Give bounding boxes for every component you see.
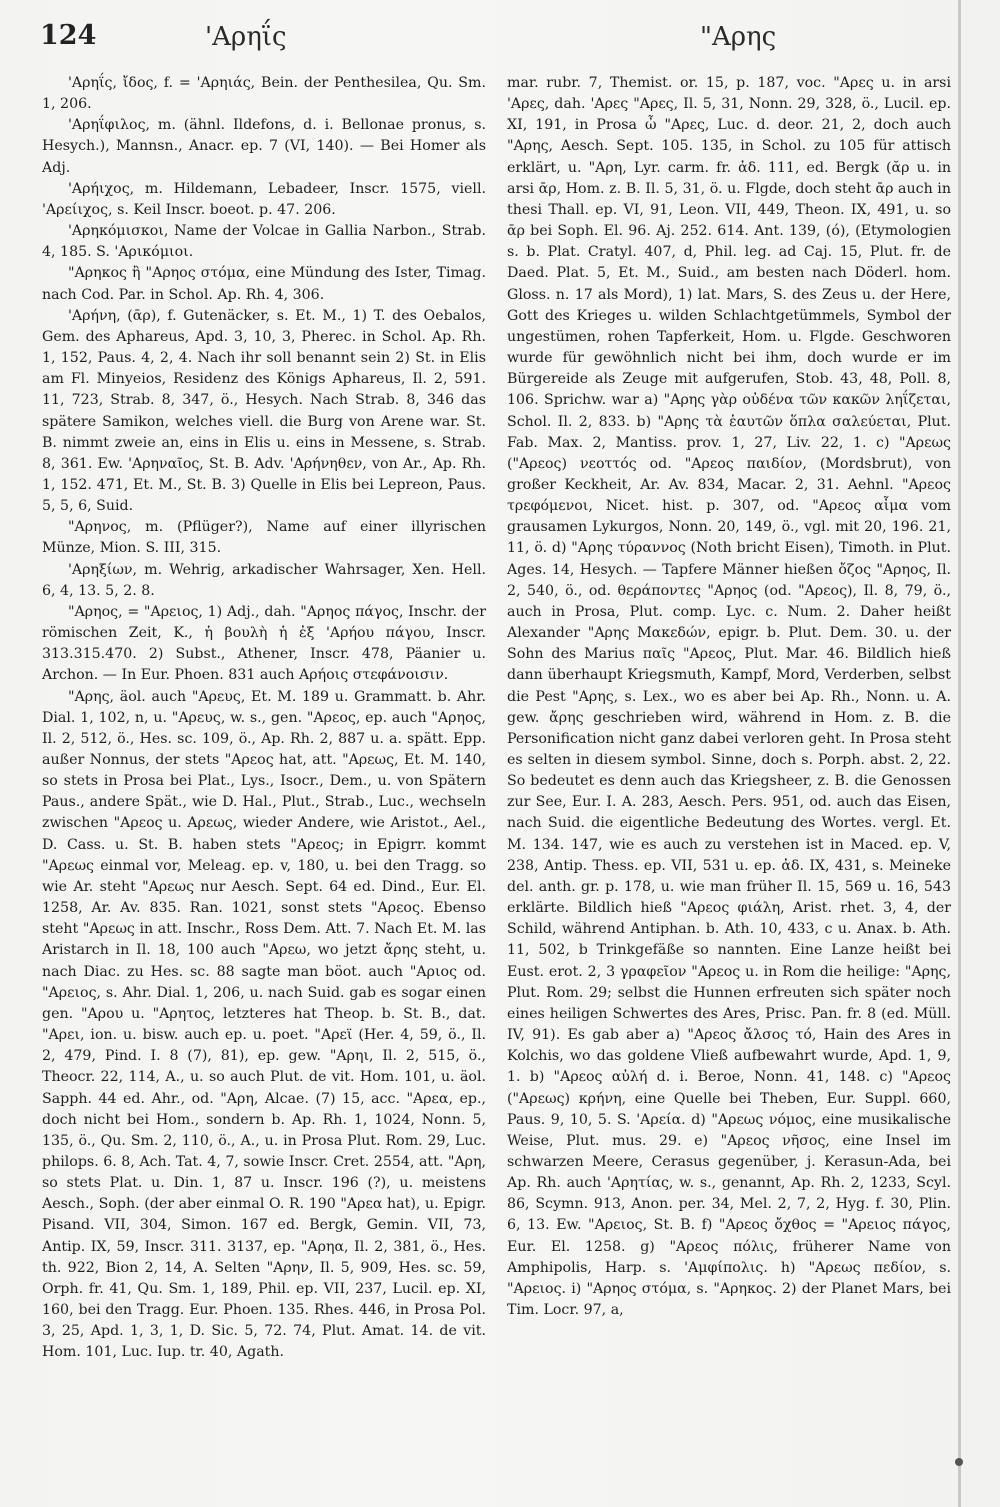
dictionary-entry: 'Αρήνη, (ᾱρ), f. Gutenäcker, s. Et. M., 1) T. des Oebalos, Gem. des Aphareus, Apd. 3, 10, 3, Pherec. in Schol. Ap. Rh. 1, 152, Paus. 4, 2, 4. Nach ihr soll benannt sein 2) St. in Elis am Fl. Minyeios, Residenz des Königs Aphareus, Il. 2, 591. 11, 723, Strab. 8, 347, ö., Hesych. Nach Strab. 8, 346 das spätere Samikon, welches viell. die Burg von Arene war. St. B. nimmt zweie an, eins in Elis u. eins in Messene, s. Strab. 8, 361. Ew. 'Αρηναῖος, St. B. Adv. 'Αρήνηθεν, von Ar., Ap. Rh. 1, 152. 471, Et. M., St. B. 3) Quelle in Elis bei Lepreon, Paus. 5, 5, 6, Suid.: [42, 307, 486, 515]
dictionary-entry: 'Αρήιχος, m. Hildemann, Lebadeer, Inscr. 1575, viell. 'Αρείιχος, s. Keil Inscr. boeot. p. 47. 206.: [42, 180, 486, 218]
dictionary-entry: 'Αρηΐφιλος, m. (ähnl. Ildefons, d. i. Bellonae pronus, s. Hesych.), Mannsn., Anacr. ep. 7 (VI, 140). — Bei Homer als Adj.: [42, 117, 486, 176]
dictionary-entry-continuation: mar. rubr. 7, Themist. or. 15, p. 187, voc. "Αρες u. in arsi 'Αρες, dah. 'Αρες "Αρες, Il. 5, 31, Nonn. 29, 328, ö., Lucil. ep. XI, 191, in Prosa ὦ "Αρες, Luc. d. deor. 21, 2, doch auch "Αρης, Aesch. Sept. 105. 135, in Schol. zu 105 für attisch erklärt, u. "Αρη, Lyr. carm. fr. ἀδ. 111, ed. Bergk (ᾰρ u. in arsi ᾱρ, Hom. z. B. Il. 5, 31, ö. u. Flgde, doch steht ᾱρ auch in thesi Thall. ep. VI, 91, Leon. VII, 449, Theon. IX, 491, u. so ᾱρ bei Soph. El. 96. Aj. 252. 614. Ant. 139, (ό), (Etymologien s. b. Plat. Cratyl. 407, d, Phil. leg. ad Caj. 15, Plut. fr. de Daed. Plat. 5, Et. M., Suid., am besten nach Döderl. hom. Gloss. n. 17 als Mord), 1) lat. Mars, S. des Zeus u. der Here, Gott des Krieges u. wilden Schlachtgetümmels, Symbol der ungestümen, rohen Tapferkeit, Hom. u. Flgde. Geschworen wurde für gewöhnlich nicht bei ihm, doch wurde er im Bürgereide als Zeuge mit aufgerufen, Stob. 43, 48, Poll. 8, 106. Sprichw. war a) "Αρης γὰρ οὐδένα τῶν κακῶν ληΐζεται, Schol. Il. 2, 833. b) "Αρης τὰ ἑαυτῶν ὅπλα σαλεύεται, Plut. Fab. Max. 2, Mantiss. prov. 1, 27, Liv. 22, 1. c) "Αρεως ("Αρεος) νεοττός od. "Αρεος παιδίον, (Mordsbrut), von großer Keckheit, Ar. Av. 834, Macar. 2, 31. Aehnl. "Αρεος τρεφόμενοι, Nicet. hist. p. 307, od. "Αρεος αἷμα vom grausamen Lykurgos, Nonn. 20, 149, ö., vgl. mit 20, 196. 21, 11, ö. d) "Αρης τύραννος (Noth bricht Eisen), Timoth. in Plut. Ages. 14, Hesych. — Tapfere Männer hießen ὄζος "Αρηος, Il. 2, 540, ö., od. θεράποντες "Αρηος (od. "Αρεος), Il. 8, 79, ö., auch in Prosa, Plut. comp. Lyc. c. Num. 2. Daher heißt Alexander "Αρης Μακεδών, epigr. b. Plut. Dem. 30. u. der Sohn des Marius παῖς "Αρεος, Plut. Mar. 46. Bildlich hieß dann überhaupt Kriegsmuth, Kampf, Mord, Verderben, selbst die Pest "Αρης, s. Lex., wo es aber bei Ap. Rh., Nonn. u. A. gew. ἄρης geschrieben wird, während in Hom. z. B. die Personification nicht ganz dabei verloren geht. In Prosa steht es selten in diesem symbol. Sinne, doch s. Porph. abst. 2, 22. So bedeutet es denn auch das Kriegsheer, z. B. die Genossen zur See, Eur. I. A. 283, Aesch. Pers. 951, od. auch das Eisen, nach Suid. die eigentliche Bedeutung des Wortes. vergl. Et. M. 134. 147, wie es auch zu verstehen ist in Maced. ep. V, 238, Antip. Thess. ep. VII, 531 u. ep. ἀδ. IX, 431, s. Meineke del. anth. gr. p. 178, u. wie man früher Il. 15, 569 u. 16, 543 erklärte. Bildlich hieß "Αρεος φιάλη, Arist. rhet. 3, 4, der Schild, während Antiphan. b. Ath. 10, 433, c u. Anax. b. Ath. 11, 502, b Trinkgefäße so nannten. Eine Lanze heißt bei Eust. erot. 2, 3 γραφεῖον "Αρεος u. in Rom die heilige: "Αρης, Plut. Rom. 29; selbst die Hunnen erfreuten sich später noch eines heiligen Schwertes des Ares, Prisc. Pan. fr. 8 (ed. Müll. IV, 91). Es gab aber a) "Αρεος ἄλσος τό, Hain des Ares in Kolchis, wo das goldene Vließ aufbewahrt wurde, Apd. 1, 9, 1. b) "Αρεος αὐλή d. i. Beroe, Nonn. 41, 148. c) "Αρεος ("Αρεως) κρήνη, eine Quelle bei Theben, Eur. Suppl. 660, Paus. 9, 10, 5. S. 'Αρεία. d) "Αρεως νόμος, eine musikalische Weise, Plut. mus. 29. e) "Αρεος νῆσος, eine Insel im schwarzen Meere, Cerasus gegenüber, j. Kerasun-Ada, bei Ap. Rh. auch 'Αρητίας, w. s., genannt, Ap. Rh. 2, 1233, Scyl. 86, Scymn. 913, Anon. per. 34, Mel. 2, 7, 2, Hyg. f. 30, Plin. 6, 13. Ew. "Αρειος, St. B. f) "Αρεος ὄχθος = "Αρειος πάγος, Eur. El. 1258. g) "Αρεος πόλις, früherer Name von Amphipolis, Harp. s. 'Αμφίπολις. h) "Αρεως πεδίον, s. "Αρειος. i) "Αρηος στόμα, s. "Αρηκος. 2) der Planet Mars, bei Tim. Locr. 97, a,: [507, 75, 951, 1319]
running-header: [0, 20, 1000, 60]
dictionary-entry: "Αρηκος ἢ "Αρηος στόμα, eine Mündung des Ister, Timag. nach Cod. Par. in Schol. Ap. Rh. 4, 306.: [42, 265, 486, 303]
dictionary-entry: "Αρης, äol. auch "Αρευς, Et. M. 189 u. Grammatt. b. Ahr. Dial. 1, 102, n, u. "Αρευς, w. s., gen. "Αρεος, ep. auch "Αρηος, Il. 2, 512, ö., Hes. sc. 109, ö., Ap. Rh. 2, 887 u. a. spätt. Epp. außer Nonnus, der stets "Αρεος hat, att. "Αρεως, Et. M. 140, so stets in Prosa bei Plat., Lys., Isocr., Dem., u. von Spätern Paus., andere Spät., wie D. Hal., Plut., Strab., Luc., wechseln zwischen "Αρεος u. Αρεως, wieder Andere, wie Aristot., Ael., D. Cass. u. St. B. haben stets "Αρεος; in Epigrr. kommt "Αρεως einmal vor, Meleag. ep. v, 180, u. bei den Tragg. so wie Ar. steht "Αρεως nur Aesch. Sept. 64 ed. Dind., Eur. El. 1258, Ar. Av. 835. Ran. 1021, sonst stets "Αρεος. Ebenso steht "Αρεως in att. Inschr., Ross Dem. Att. 7. Nach Et. M. las Aristarch in Il. 18, 100 auch "Αρεω, wo jetzt ἄρης steht, u. nach Diac. zu Hes. sc. 88 sagte man böot. auch "Αριος od. "Αρειος, s. Ahr. Dial. 1, 206, u. nach Suid. gab es sogar einen gen. "Αρου u. "Αρητος, letzteres hat Theop. b. St. B., dat. "Αρει, ion. u. bisw. auch ep. u. poet. "Αρεϊ (Her. 4, 59, ö., Il. 2, 479, Pind. I. 8 (7), 81), ep. gew. "Αρηι, Il. 2, 515, ö., Theocr. 22, 114, A., u. so auch Plut. de vit. Hom. 101, u. äol. Sapph. 44 ed. Ahr., od. "Αρη, Alcae. (7) 15, acc. "Αρεα, ep., doch nicht bei Hom., sondern b. Ap. Rh. 1, 1024, Nonn. 5, 135, ö., Qu. Sm. 2, 110, ö., A., u. in Prosa Plut. Rom. 29, Luc. philops. 6. 8, Ach. Tat. 4, 7, sowie Inscr. Cret. 2554, att. "Αρη, so stets Plat. u. Din. 1, 87 u. Inscr. 196 (?), u. meistens Aesch., Soph. (der aber einmal O. R. 190 "Αρεα hat), u. Epigr. Pisand. VII, 304, Simon. 167 ed. Bergk, Gemin. VII, 73, Antip. IX, 59, Inscr. 311. 3137, ep. "Αρηα, Il. 2, 381, ö., Hes. th. 922, Bion 2, 14, A. Selten "Αρην, Il. 5, 909, Hes. sc. 59, Orph. fr. 41, Qu. Sm. 1, 189, Phil. ep. VII, 237, Lucil. ep. XI, 160, bei den Tragg. Eur. Phoen. 135. Rhes. 446, in Prosa Pol. 3, 25, Apd. 1, 3, 1, D. Sic. 5, 72. 74, Plut. Amat. 14. de vit. Hom. 101, Luc. Iup. tr. 40, Agath.: [42, 688, 486, 1361]
dictionary-entry: 'Αρηκόμισκοι, Name der Volcae in Gallia Narbon., Strab. 4, 185. S. 'Αρικόμιοι.: [42, 223, 486, 261]
left-column: [42, 73, 486, 1364]
dictionary-entry: "Αρηος, = "Αρειος, 1) Adj., dah. "Αρηος πάγος, Inschr. der römischen Zeit, K., ἡ βουλὴ ἡ ἐξ 'Αρήου πάγου, Inscr. 313.315.470. 2) Subst., Athener, Inscr. 478, Päanier u. Archon. — In Eur. Phoen. 831 auch Αρήοις στεφάνοισιν.: [42, 603, 486, 684]
right-running-headword: "Αρης: [700, 22, 777, 52]
page-edge: [958, 0, 961, 1507]
dictionary-entry: 'Αρηξίων, m. Wehrig, arkadischer Wahrsager, Xen. Hell. 6, 4, 13. 5, 2. 8.: [42, 561, 486, 599]
page-number: 124: [40, 20, 97, 51]
left-running-headword: 'Αρηΐς: [205, 22, 287, 52]
dictionary-entry: 'Αρηΐς, ἴδος, f. = 'Αρηιάς, Bein. der Penthesilea, Qu. Sm. 1, 206.: [42, 75, 486, 113]
ink-spot: [955, 1458, 963, 1466]
right-column: [507, 73, 951, 1321]
dictionary-entry: "Αρηνος, m. (Pflüger?), Name auf einer illyrischen Münze, Mion. S. III, 315.: [42, 519, 486, 557]
